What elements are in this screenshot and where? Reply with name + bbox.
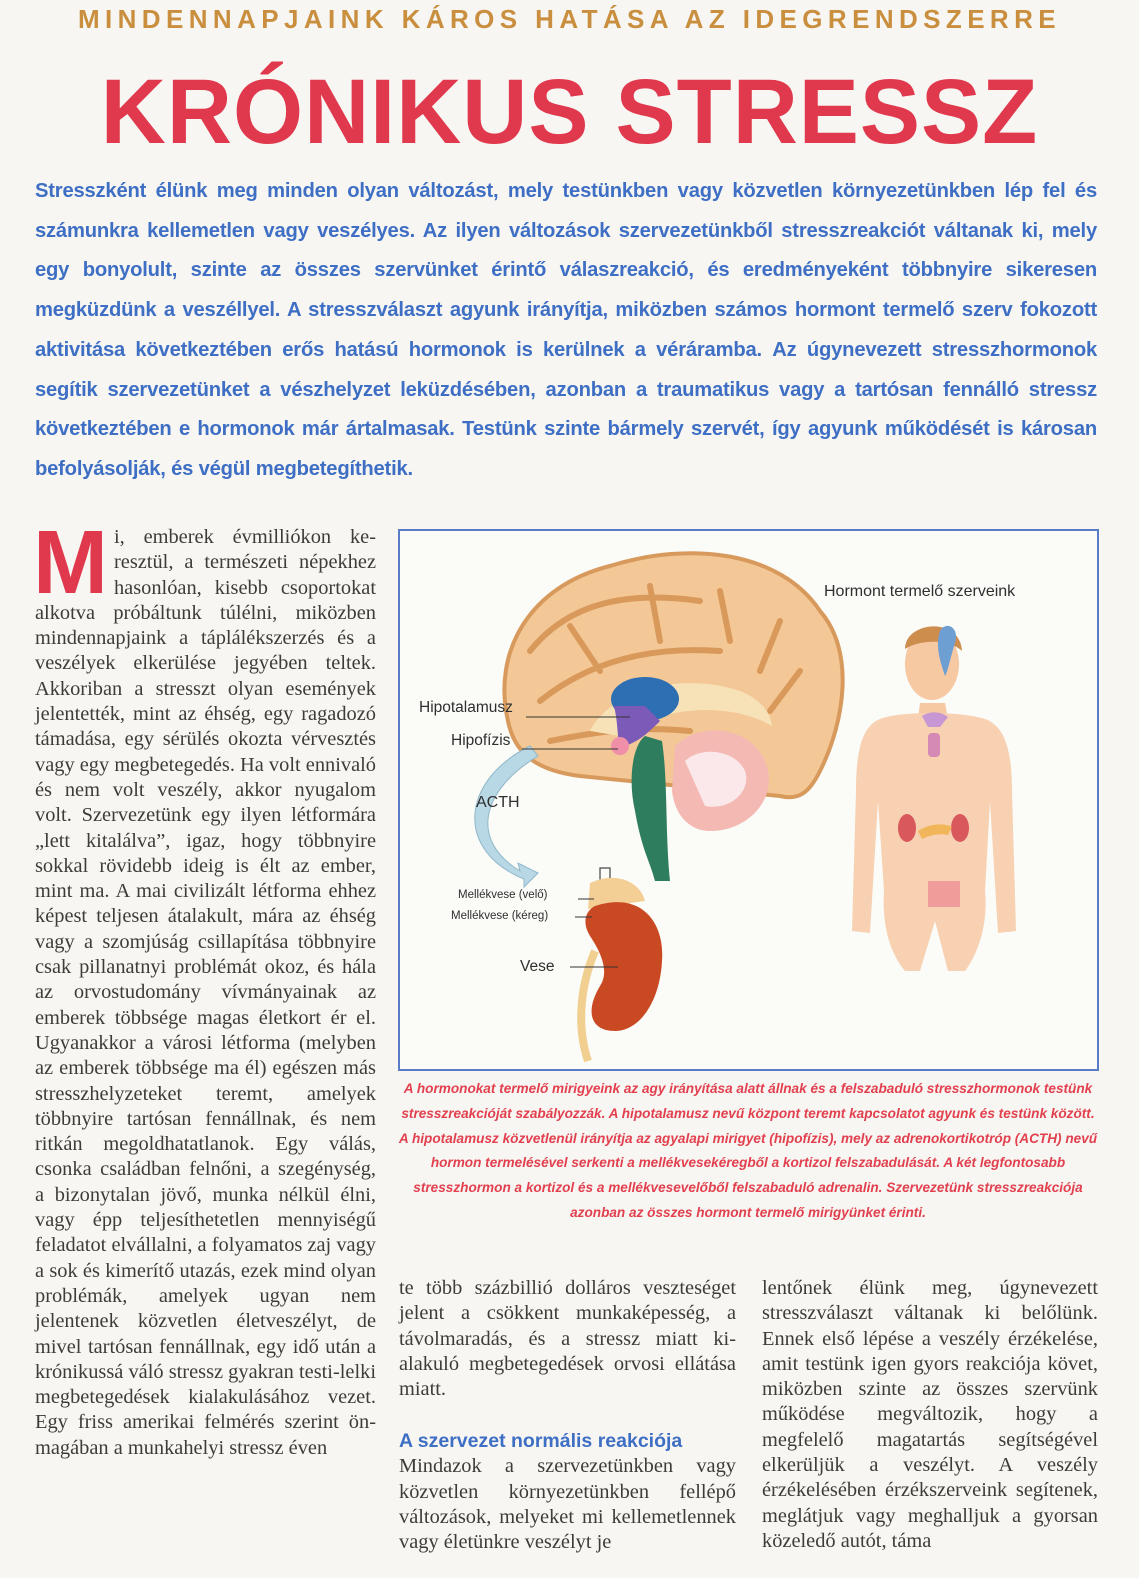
section-kicker: MINDENNAPJAINK KÁROS HATÁSA AZ IDEGRENDSZERRE bbox=[77, 4, 1062, 34]
drop-cap: M bbox=[33, 513, 108, 613]
lead-paragraph: Stresszként élünk meg minden olyan változást, mely testünkben vagy közvetlen környezetünkben lép fel és számunkra kellemetlen vagy veszélyes. Az ilyen változások szervezetünkből stresszreakciót váltanak ki, mely egy bonyolult, szinte az összes szervünket érintő válaszreakció, és eredményeként többnyire sikeresen megküzdünk a veszéllyel. A stresszválaszt agyunk irányítja, miközben számos hormont termelő szerv fokozott aktivitása következtében erős hatású hormonok is kerülnek a vérárambа. Az úgynevezett stresszhormonok segítik szervezetünket a vészhelyzet leküzdésében, azonban a traumatikus vagy a tartósan fennálló stressz következtében e hormonok már ártalmasak. Testünk szinte bármely szervét, így agyunk működését is károsan befolyásolják, és végül megbetegíthetik. bbox=[35, 180, 1097, 480]
label-adrenal-medulla: Mellékvese (velő) bbox=[458, 889, 548, 901]
label-hypothalamus: Hipotalamusz bbox=[419, 699, 513, 716]
page-title: KRÓNIKUS STRESSZ bbox=[100, 61, 1039, 163]
body-text-col3: lentőnek élünk meg, úgynevezett stresszválaszt váltanak ki belőlünk. Ennek első lépése a veszély érzékelése, amit testünk igen gyors reakciója követ, miközben szinte az összes szervünk működése megváltozik, hogy a megfelelő magatartás segítségével elkerüljük a veszélyt. A veszély érzékelésében érzékszerveink segítenek, meglátjuk vagy meghalljuk a gyorsan közeledő autót, táma bbox=[762, 1277, 1098, 1552]
hormone-figure bbox=[398, 529, 1099, 1071]
body-text-col1: i, emberek évmilliókon keresztül, a természeti népekhez hasonlóan, kisebb csoportokat alkotva próbáltunk túlélni, miközben mindennapjaink a táplálékszerzés és a veszélyek elkerülése jegyében teltek. Akkoriban a stresszt olyan események jelentették, mint az éhség, egy ragadozó támadása, egy sérülés okozta vérvesztés vagy egy megbetegedés. Ha volt ennivaló és nem volt veszély, akkor nyugalom volt. Szervezetünk egy ilyen létformára „lett kitalálva”, igaz, hogy többnyire sokkal rövidebb ideig is élt az ember, mint ma. A mai civilizált létforma ehhez képest teljesen átalakult, mára az éhség vagy a szomjúság csillapítása többnyire csak pillanatnyi problémát okoz, és hála az orvostudomány vívmányainak az emberek többsége magas életkort ér el. Ugyanakkor a városi létforma (melyben az emberek többsége ma él) egészen más stresszhelyzeteket teremt, amelyek többnyire tartósan fennállnak, és nem ritkán megoldhatatlanok. Egy válás, csonka családban felnőni, a szegénység, a bizonytalan jövő, munka nélkül élni, vagy épp teljesíthetetlen mennyiségű feladatot elvállalni, a folyamatos zaj vagy a sok és kimerítő utazás, ezek mind olyan problémák, amelyek ugyan nem jelentenek közvetlen életveszélyt, de mivel tartósan fennállnak, egy idő után a krónikussá váló stressz gyakran testi-lelki megbetegedések kialakulásához vezet. Egy friss amerikai felmérés szerint önmagában a munkahelyi stressz éven bbox=[35, 526, 376, 1459]
figure-caption: A hormonokat termelő mirigyeink az agy irányítása alatt állnak és a felszabaduló stresszhormonok testünk stresszreakcióját szabályozzák. A hipotalamusz nevű központ teremt kapcsolatot agyunk és testünk között. A hipotalamusz közvetlenül irányítja az agyalapi mirigyet (hipofízis), mely az adrenokortikotróp (ACTH) nevű hormon termelésével serkenti a mellékvesekéregből a kortizol felszabadulását. A két legfontosabb stresszhormon a kortizol és a mellékvesevelőből felszabaduló adrenalin. Szervezetünk stresszreakciója azonban az összes hormont termelő mirigyünket érinti. bbox=[398, 1081, 1098, 1220]
label-pituitary: Hipofízis bbox=[451, 732, 511, 749]
label-hormone-organs: Hormont termelő szerveink bbox=[824, 583, 1016, 600]
body-text-col2b: Mindazok a szervezetünkben vagy közvetlen környezetünkben fellépő változások, melyeket mi kellemetlennek vagy életünkre veszélyt je bbox=[399, 1455, 736, 1554]
label-acth: ACTH bbox=[476, 794, 520, 811]
human-body-illustration bbox=[852, 626, 1016, 971]
label-adrenal-cortex: Mellékvese (kéreg) bbox=[451, 910, 549, 922]
section-subheading: A szervezet normális reakciója bbox=[399, 1430, 683, 1453]
body-text-col2: te több százbillió dolláros veszteséget jelent a csökkent munkaképesség, a távolmaradás, és a stressz miatt kialakuló megbetegedések orvosi ellátása miatt. bbox=[399, 1277, 736, 1401]
body-column-2 bbox=[399, 1276, 736, 1556]
body-column-3 bbox=[762, 1276, 1098, 1554]
acth-arrow bbox=[475, 746, 538, 887]
label-kidney: Vese bbox=[520, 958, 555, 975]
kidney-illustration bbox=[581, 878, 662, 1061]
body-column-1 bbox=[33, 513, 376, 1461]
